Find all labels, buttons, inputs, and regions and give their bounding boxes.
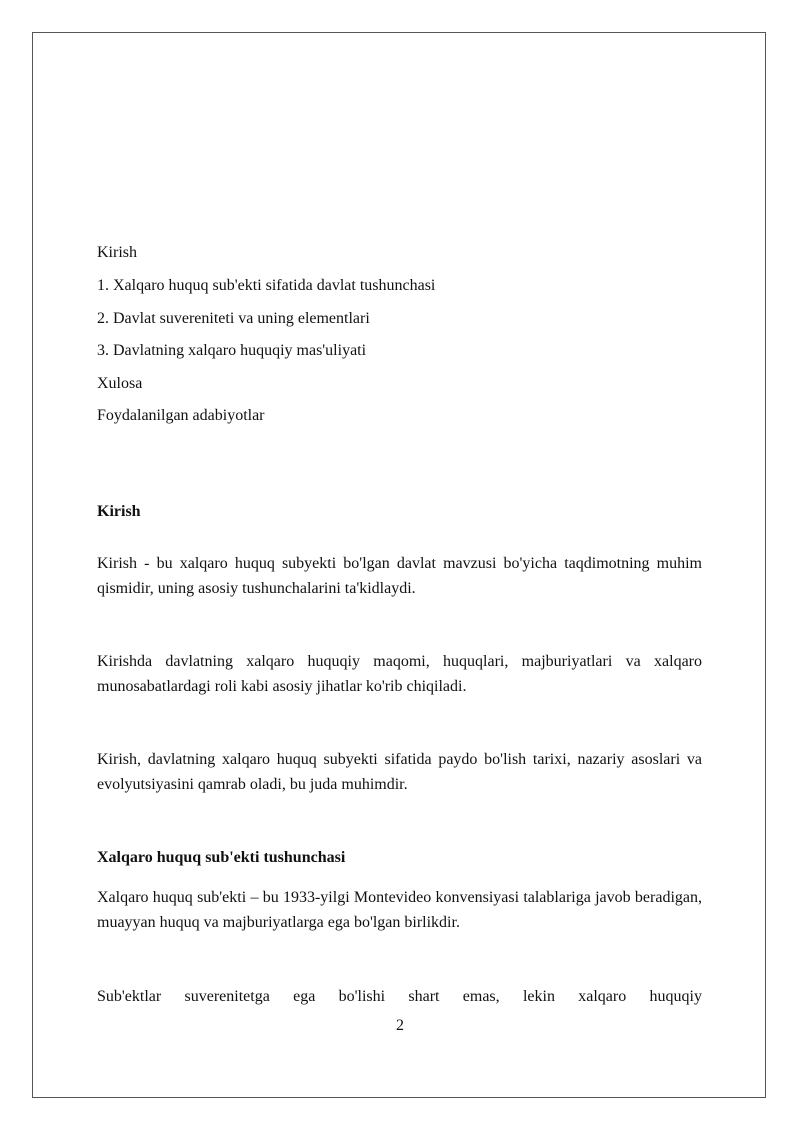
paragraph: Kirish - bu xalqaro huquq subyekti bo'lgan davlat mavzusi bo'yicha taqdimotning muhim qismidir, uning asosiy tushunchalarini ta'kidlaydi. [97, 555, 702, 597]
toc-item-references: Foydalanilgan adabiyotlar [97, 407, 265, 424]
section-heading-subject: Xalqaro huquq sub'ekti tushunchasi [97, 849, 346, 866]
toc-item-1: 1. Xalqaro huquq sub'ekti sifatida davlat tushunchasi [97, 277, 436, 294]
paragraph: Sub'ektlar suverenitetga ega bo'lishi shart emas, lekin xalqaro huquqiy [97, 988, 702, 1005]
toc-item-2: 2. Davlat suvereniteti va uning elementlari [97, 310, 370, 327]
toc-item-conclusion: Xulosa [97, 375, 143, 392]
page-number: 2 [396, 1017, 404, 1034]
toc-item-intro: Kirish [97, 244, 137, 261]
section-heading-intro: Kirish [97, 503, 141, 520]
paragraph: Kirish, davlatning xalqaro huquq subyekti sifatida paydo bo'lish tarixi, nazariy asoslari va evolyutsiyasini qamrab oladi, bu juda muhimdir. [97, 751, 702, 793]
paragraph: Kirishda davlatning xalqaro huquqiy maqomi, huquqlari, majburiyatlari va xalqaro munosabatlardagi roli kabi asosiy jihatlar ko'rib chiqiladi. [97, 653, 702, 695]
paragraph: Xalqaro huquq sub'ekti – bu 1933-yilgi Montevideo konvensiyasi talablariga javob beradigan, muayyan huquq va majburiyatlarga ega bo'lgan birlikdir. [97, 889, 702, 931]
toc-item-3: 3. Davlatning xalqaro huquqiy mas'uliyati [97, 342, 367, 359]
